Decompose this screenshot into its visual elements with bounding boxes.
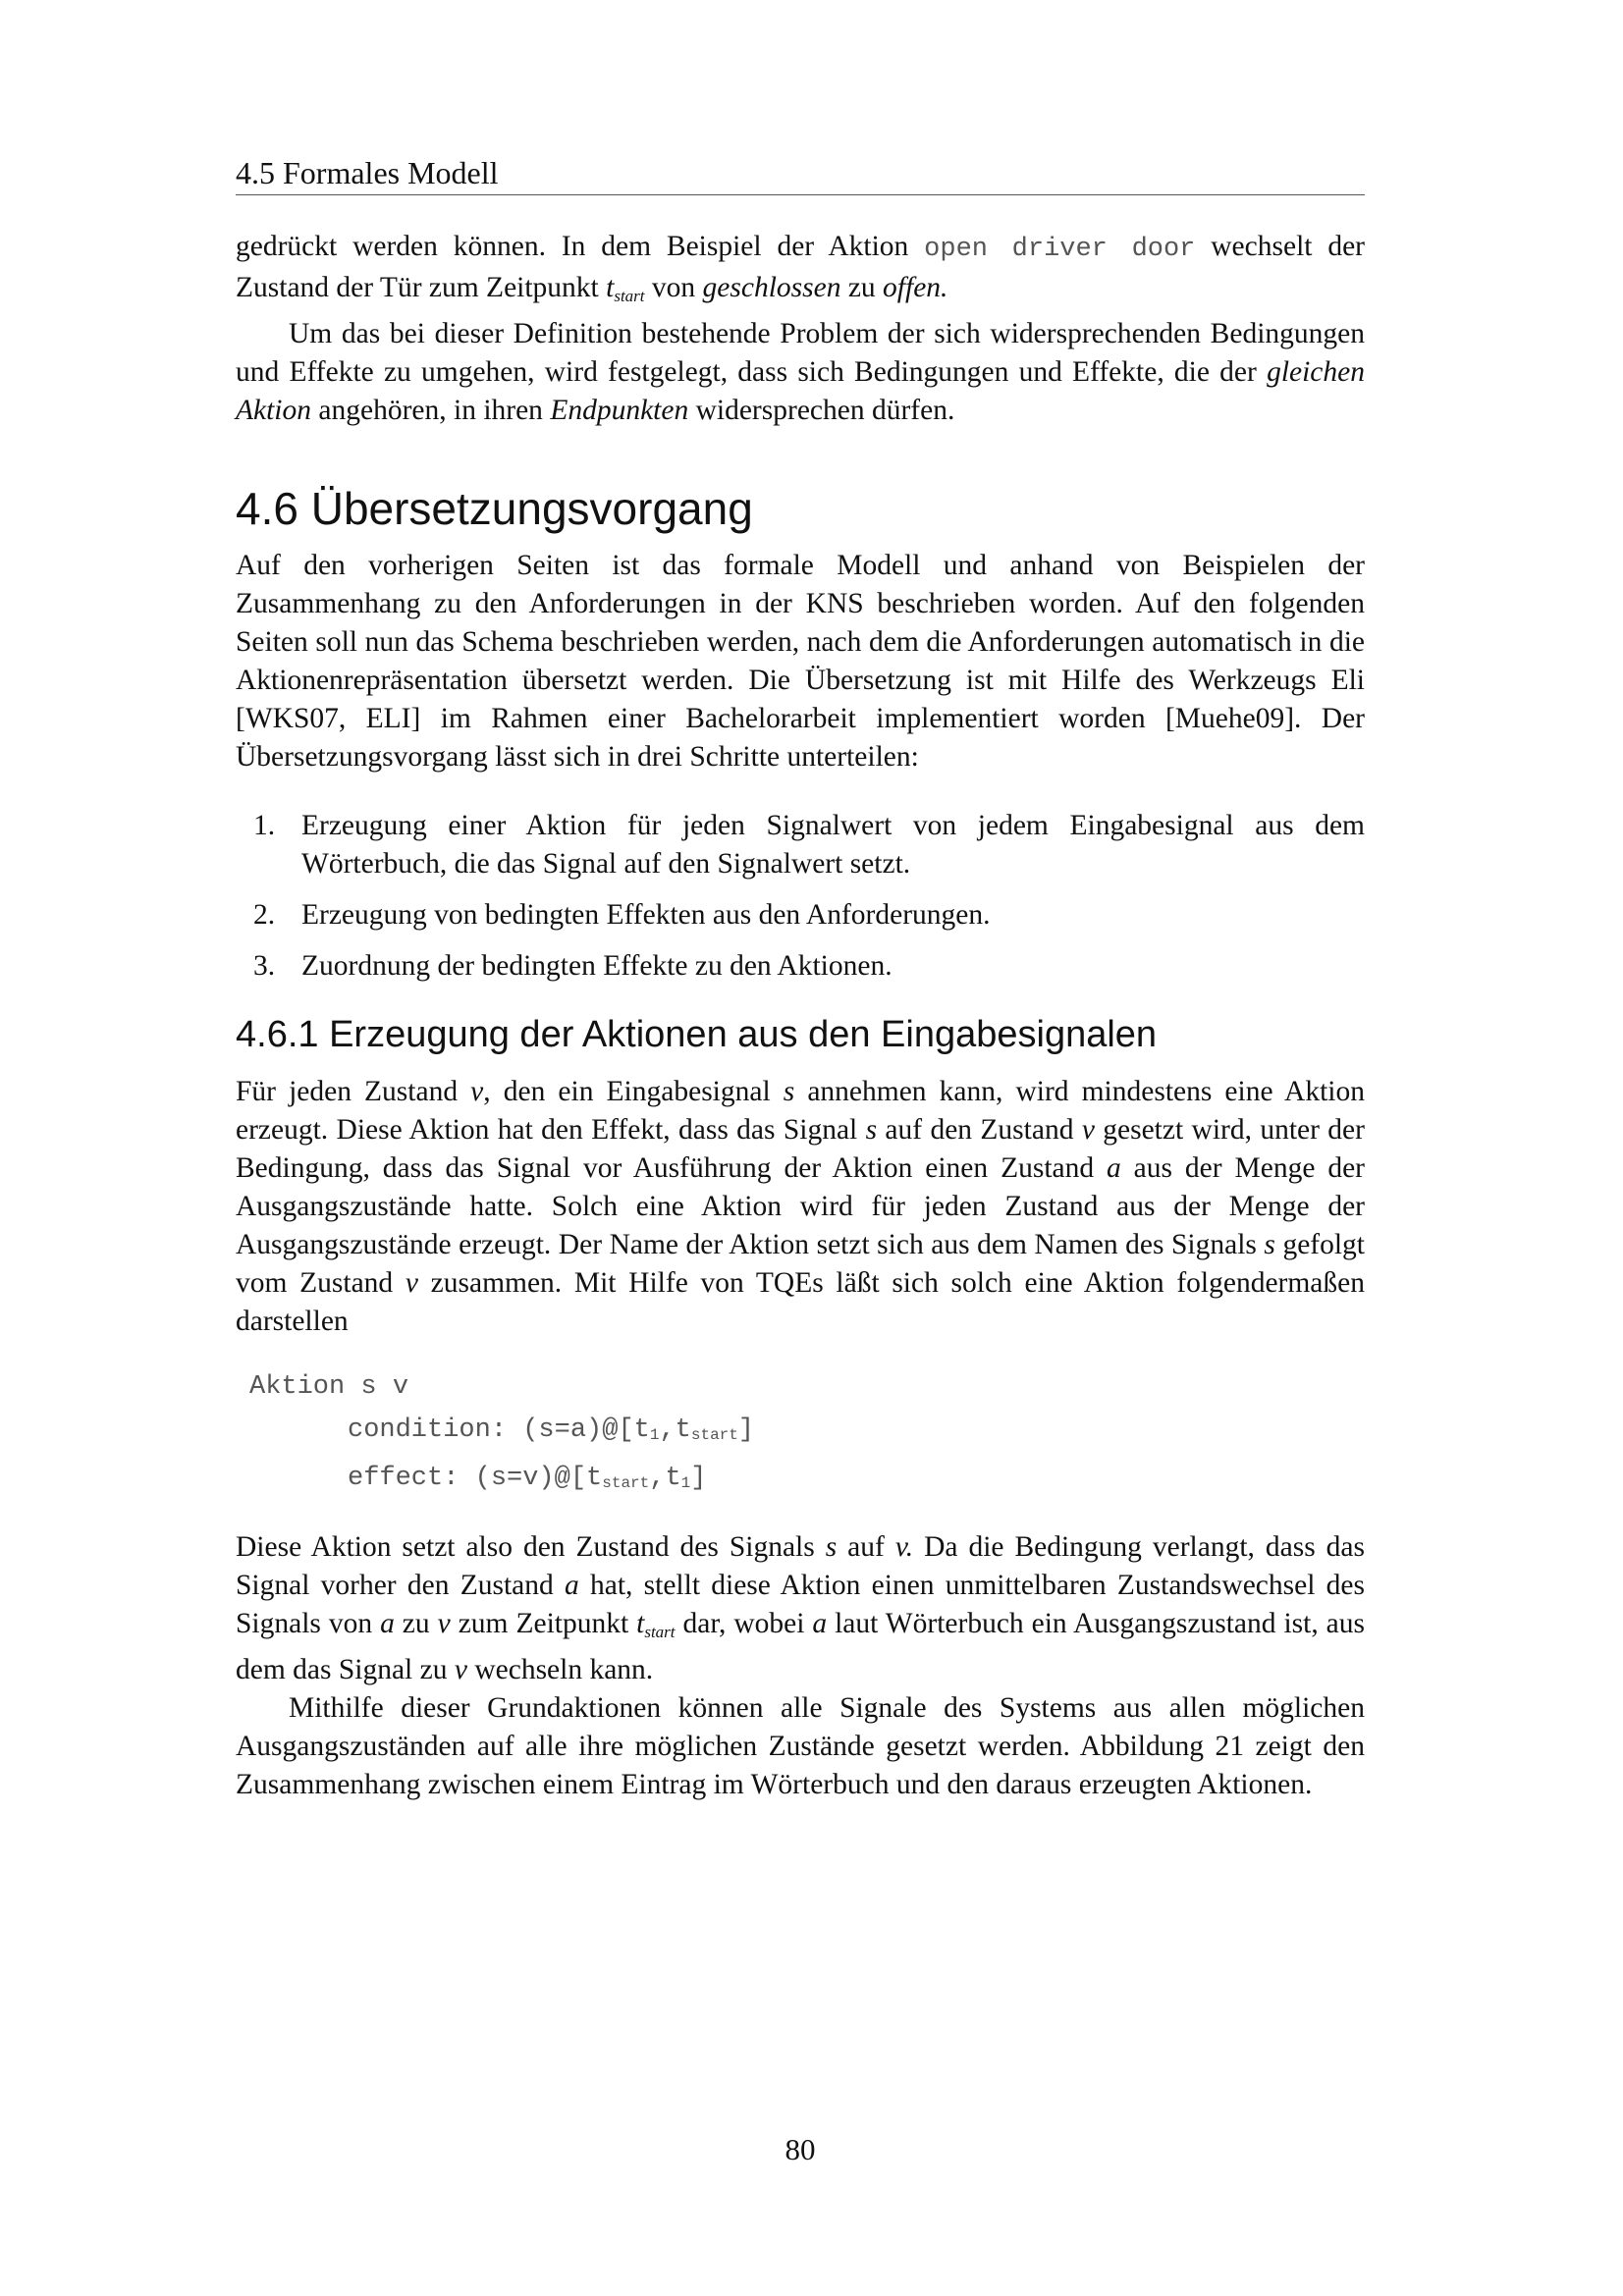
list-number: 2. bbox=[253, 899, 276, 931]
math-var: s bbox=[825, 1531, 838, 1563]
text-run: aus der Menge der Ausgangszustände hatte. Solch eine Aktion wird für jeden Zustand aus der Menge der Ausgangszustände erzeugt. Der Name der Aktion setzt sich aus dem Namen des Signals bbox=[236, 1152, 1365, 1260]
text-run: Für jeden Zustand bbox=[236, 1076, 471, 1107]
text-run: Um das bei dieser Definition bestehende Problem der sich widersprechenden Bedingungen und Effekte zu umgehen, wird festgelegt, dass sich Bedingungen und Effekte, die der bbox=[236, 318, 1365, 388]
math-var: v bbox=[437, 1608, 451, 1639]
emphasis: offen. bbox=[883, 272, 948, 303]
text-run: dar, wobei bbox=[675, 1608, 813, 1639]
text-run: angehören, in ihren bbox=[311, 395, 551, 426]
code-subscript: start bbox=[690, 1426, 738, 1444]
math-var: v bbox=[405, 1267, 418, 1299]
list-text: Erzeugung einer Aktion für jeden Signalwert von jedem Eingabesignal aus dem Wörterbuch, die das Signal auf den Signalwert setzt. bbox=[301, 810, 1365, 880]
intro-paragraph-2 bbox=[236, 315, 1365, 430]
text-run: gefolgt vom Zustand bbox=[236, 1229, 1366, 1299]
list-text: Zuordnung der bedingten Effekte zu den Aktionen. bbox=[301, 950, 893, 982]
subsection-body-2 bbox=[236, 1528, 1365, 1804]
page-number: 80 bbox=[784, 2132, 816, 2166]
text-run: Diese Aktion setzt also den Zustand des Signals bbox=[236, 1531, 826, 1563]
text-run: Da die Bedingung verlangt, dass das Signal vorher den Zustand bbox=[236, 1531, 1365, 1601]
code-block bbox=[249, 1365, 1379, 1505]
steps-list bbox=[236, 807, 1365, 998]
intro-text bbox=[236, 228, 1365, 430]
intro-paragraph-1 bbox=[236, 228, 1365, 315]
text-run: wechseln kann. bbox=[466, 1654, 654, 1685]
math-var: s bbox=[1264, 1229, 1275, 1260]
list-number: 3. bbox=[253, 950, 276, 982]
section-paragraph: Auf den vorherigen Seiten ist das formale Modell und anhand von Beispielen der Zusammenhang zu den Anforderungen in der KNS beschrieben worden. Auf den folgenden Seiten soll nun das Schema beschrieben werden, nach dem die Anforderungen automatisch in die Aktionenrepräsentation übersetzt werden. Die Übersetzung ist mit Hilfe des Werkzeugs Eli [WKS07, ELI] im Rahmen einer Bachelorarbeit implementiert worden [Muehe09]. Der Übersetzungsvorgang lässt sich in drei Schritte unterteilen: bbox=[236, 550, 1365, 773]
text-run: gesetzt wird, unter der Bedingung, dass das Signal vor Ausführung der Aktion einen Zustand bbox=[236, 1114, 1365, 1184]
math-t: t bbox=[606, 272, 615, 303]
math-var: s bbox=[783, 1076, 795, 1107]
emphasis: gleichen Aktion bbox=[236, 356, 1365, 426]
text-run: widersprechen dürfen. bbox=[688, 395, 955, 426]
text-run: zusammen. Mit Hilfe von TQEs läßt sich solch eine Aktion folgendermaßen darstellen bbox=[236, 1267, 1365, 1337]
math-t: t bbox=[636, 1608, 645, 1639]
code-run: ] bbox=[737, 1415, 755, 1445]
text-run: zu bbox=[840, 272, 884, 303]
emphasis: Endpunkten bbox=[550, 395, 689, 426]
subsection-paragraph-3: Mithilfe dieser Grundaktionen können alle Signale des Systems aus allen möglichen Ausgangszuständen auf alle ihre möglichen Zustände gesetzt werden. Abbildung 21 zeigt den Zusammenhang zwischen einem Eintrag im Wörterbuch und den daraus erzeugten Aktionen. bbox=[236, 1692, 1365, 1800]
math-var: a bbox=[1107, 1152, 1121, 1184]
code-run: ,t bbox=[659, 1415, 691, 1445]
code-subscript: 1 bbox=[680, 1474, 691, 1492]
code-run: effect: (s=v)@[t bbox=[348, 1464, 603, 1493]
text-run: , den ein Eingabesignal bbox=[483, 1076, 784, 1107]
text-run: gedrückt werden können. In dem Beispiel der Aktion bbox=[236, 231, 925, 262]
code-line-effect bbox=[249, 1457, 1379, 1505]
list-item bbox=[236, 947, 1365, 986]
code-line-condition bbox=[249, 1409, 1379, 1457]
math-var: a bbox=[565, 1570, 579, 1601]
text-run: von bbox=[644, 272, 703, 303]
code-run: ,t bbox=[649, 1464, 681, 1493]
subsection-heading: 4.6.1 Erzeugung der Aktionen aus den Eingabesignalen bbox=[236, 1014, 1158, 1055]
code-run: ] bbox=[690, 1464, 707, 1493]
text-run: laut Wörterbuch ein Ausgangszustand ist, aus dem das Signal zu bbox=[236, 1608, 1366, 1685]
text-run: auf den Zustand bbox=[877, 1114, 1082, 1146]
code-subscript: start bbox=[602, 1474, 650, 1492]
code-subscript: 1 bbox=[649, 1426, 660, 1444]
list-number: 1. bbox=[253, 810, 276, 841]
math-var: a bbox=[380, 1608, 395, 1639]
subscript: start bbox=[614, 287, 645, 305]
math-var: v bbox=[470, 1076, 484, 1107]
list-item bbox=[236, 807, 1365, 883]
text-run: auf bbox=[837, 1531, 895, 1563]
math-var: v bbox=[454, 1654, 467, 1685]
list-text: Erzeugung von bedingten Effekten aus den Anforderungen. bbox=[301, 899, 991, 931]
text-run: wechselt der Zustand der Tür zum Zeitpunkt bbox=[236, 231, 1365, 303]
text-run: zum Zeitpunkt bbox=[450, 1608, 637, 1639]
subscript: start bbox=[644, 1623, 676, 1641]
emphasis: geschlossen bbox=[702, 272, 841, 303]
subsection-body bbox=[236, 1073, 1365, 1341]
running-header: 4.5 Formales Modell bbox=[236, 153, 1365, 195]
section-heading: 4.6 Übersetzungsvorgang bbox=[236, 483, 753, 534]
text-run: zu bbox=[394, 1608, 438, 1639]
subsection-paragraph-2 bbox=[236, 1528, 1365, 1689]
subsection-paragraph-1 bbox=[236, 1073, 1365, 1341]
math-var: v. bbox=[894, 1531, 914, 1563]
inline-code: open driver door bbox=[924, 235, 1196, 264]
math-var: v bbox=[1081, 1114, 1095, 1146]
text-run: annehmen kann, wird mindestens eine Aktion erzeugt. Diese Aktion hat den Effekt, dass das Signal bbox=[236, 1076, 1365, 1146]
list-item bbox=[236, 896, 1365, 934]
text-run: hat, stellt diese Aktion einen unmittelbaren Zustandswechsel des Signals von bbox=[236, 1570, 1365, 1639]
code-line-action: Aktion s v bbox=[249, 1372, 409, 1402]
section-body bbox=[236, 547, 1365, 776]
math-var: s bbox=[865, 1114, 878, 1146]
code-run: condition: (s=a)@[t bbox=[348, 1415, 650, 1445]
math-var: a bbox=[812, 1608, 828, 1639]
